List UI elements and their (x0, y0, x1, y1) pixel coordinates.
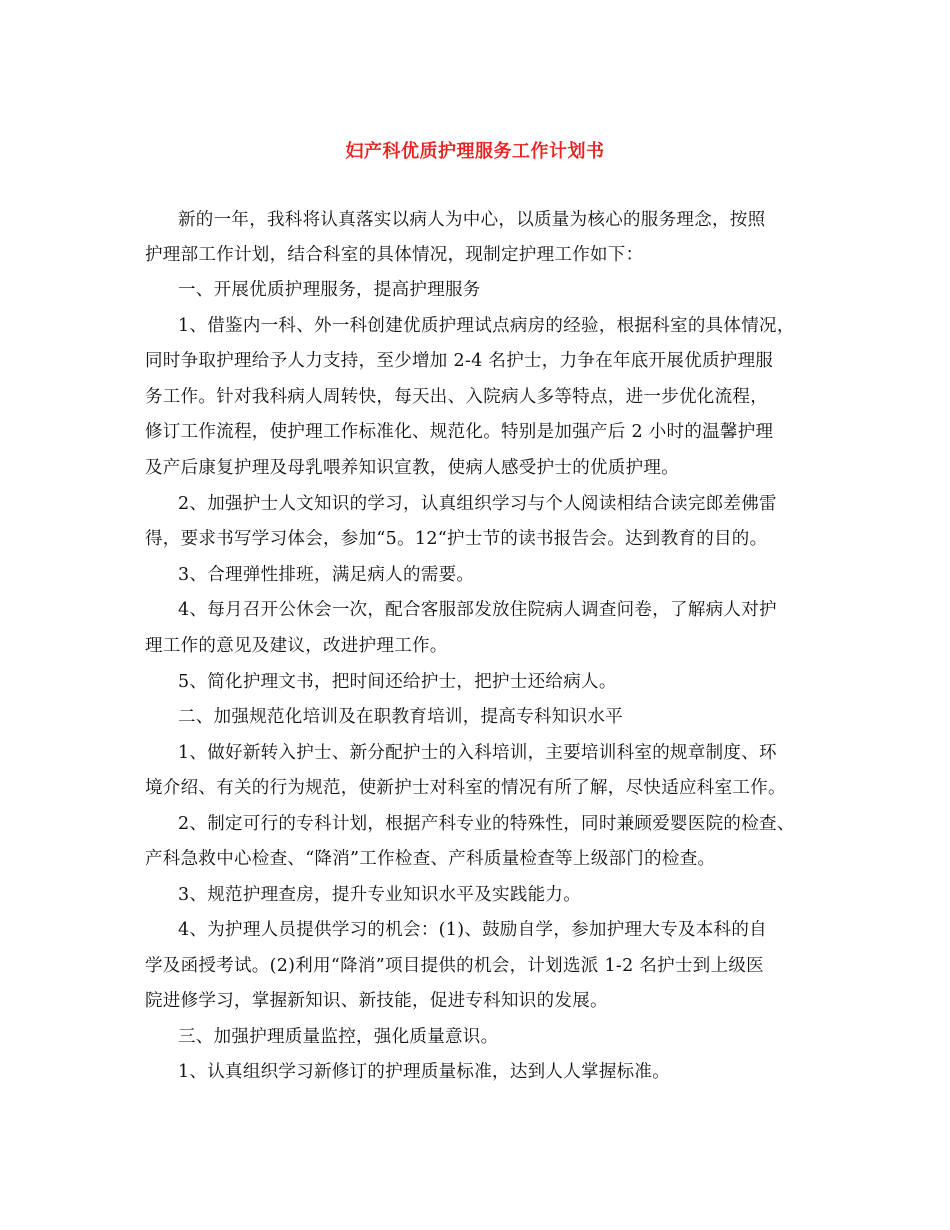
body-line: 务工作。针对我科病人周转快，每天出、入院病人多等特点，进一步优化流程， (145, 387, 768, 407)
body-line: 新的一年，我科将认真落实以病人为中心，以质量为核心的服务理念，按照 (178, 210, 766, 230)
body-line: 同时争取护理给予人力支持，至少增加 2-4 名护士，力争在年底开展优质护理服 (145, 351, 774, 371)
body-line: 4、为护理人员提供学习的机会：(1)、鼓励自学，参加护理大专及本科的自 (178, 920, 767, 940)
body-line: 学及函授考试。(2)利用“降消”项目提供的机会，计划选派 1-2 名护士到上级医 (145, 956, 764, 976)
body-line: 护理部工作计划，结合科室的具体情况，现制定护理工作如下： (145, 245, 644, 265)
section-heading: 二、加强规范化培训及在职教育培训，提高专科知识水平 (178, 707, 623, 727)
body-line: 5、简化护理文书，把时间还给护士，把护士还给病人。 (178, 672, 617, 692)
body-line: 修订工作流程，使护理工作标准化、规范化。特别是加强产后 2 小时的温馨护理 (145, 422, 774, 442)
body-line: 1、做好新转入护士、新分配护士的入科培训，主要培训科室的规章制度、环 (178, 743, 777, 763)
body-line: 3、合理弹性排班，满足病人的需要。 (178, 565, 475, 585)
body-line: 2、加强护士人文知识的学习，认真组织学习与个人阅读相结合读完郎差佛雷 (178, 494, 777, 514)
body-line: 境介绍、有关的行为规范，使新护士对科室的情况有所了解，尽快适应科室工作。 (145, 778, 786, 798)
body-line: 及产后康复护理及母乳喂养知识宣教，使病人感受护士的优质护理。 (145, 458, 679, 478)
body-line: 1、认真组织学习新修订的护理质量标准，达到人人掌握标准。 (178, 1062, 671, 1082)
body-line: 理工作的意见及建议，改进护理工作。 (145, 636, 448, 656)
body-line: 3、规范护理查房，提升专业知识水平及实践能力。 (178, 885, 582, 905)
body-line: 院进修学习，掌握新知识、新技能，促进专科知识的发展。 (145, 991, 608, 1011)
document-title: 妇产科优质护理服务工作计划书 (345, 141, 605, 162)
body-line: 产科急救中心检查、“降消”工作检查、产科质量检查等上级部门的检查。 (145, 849, 716, 869)
body-line: 得，要求书写学习体会，参加“5。12“护士节的读书报告会。达到教育的目的。 (145, 529, 768, 549)
body-line: 2、制定可行的专科计划，根据产科专业的特殊性，同时兼顾爱婴医院的检查、 (178, 814, 795, 834)
section-heading: 三、加强护理质量监控，强化质量意识。 (178, 1027, 499, 1047)
body-line: 1、借鉴内一科、外一科创建优质护理试点病房的经验，根据科室的具体情况， (178, 316, 795, 336)
section-heading: 一、开展优质护理服务，提高护理服务 (178, 280, 481, 300)
body-line: 4、每月召开公休会一次，配合客服部发放住院病人调查问卷，了解病人对护 (178, 600, 777, 620)
